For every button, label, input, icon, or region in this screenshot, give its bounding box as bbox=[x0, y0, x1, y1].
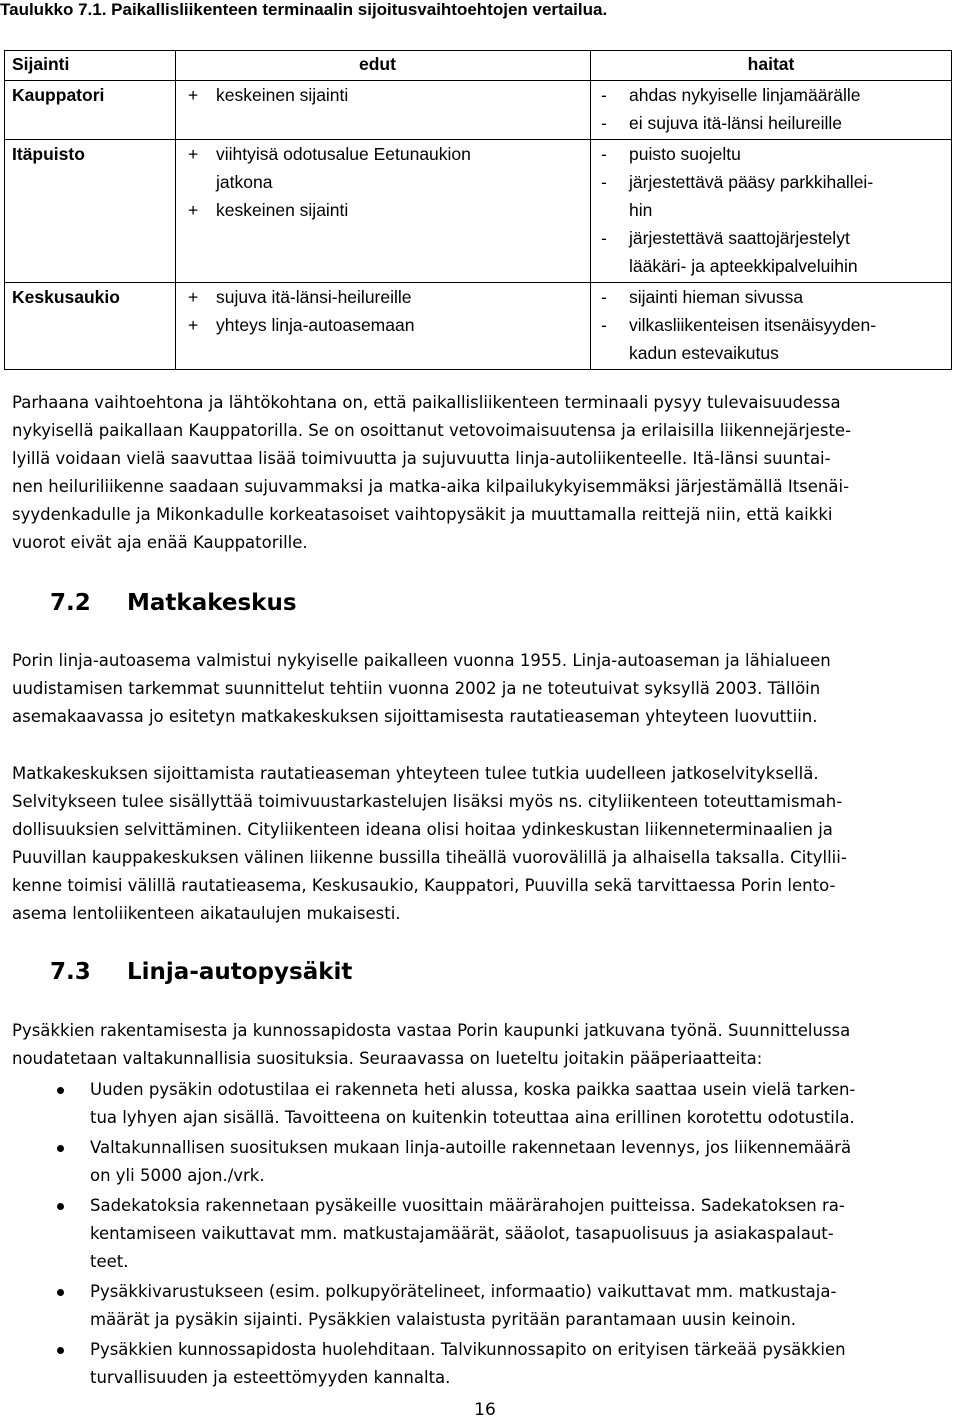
paragraph-travel-center bbox=[12, 760, 954, 928]
text-line: Puuvillan kauppakeskuksen välinen liikenne bussilla tiheällä vuorovälillä ja alhaisella taksalla. Cityllii- bbox=[12, 848, 847, 867]
text-line: asemakaavassa jo esitetyn matkakeskuksen sijoittamisesta rautatieaseman yhteyteen luovuttiin. bbox=[12, 707, 818, 726]
text-line: syydenkadulle ja Mikonkadulle korkeatasoiset vaihtopysäkit ja muuttamalla reittejä niin, että kaikki bbox=[12, 505, 833, 524]
table-caption: Taulukko 7.1. Paikallisliikenteen terminaalin sijoitusvaihtoehtojen vertailua. bbox=[0, 0, 608, 19]
cell-location: Keskusaukio bbox=[5, 283, 176, 370]
cell-advantages-item bbox=[176, 81, 590, 109]
list-item bbox=[12, 1336, 954, 1392]
comparison-table bbox=[4, 50, 952, 370]
section-title: Linja-autopysäkit bbox=[127, 959, 353, 985]
item-text: sujuva itä-länsi-heilureille bbox=[216, 287, 412, 307]
bullet-icon bbox=[57, 1347, 64, 1354]
item-text: lääkäri- ja apteekkipalveluihin bbox=[629, 256, 858, 276]
cell-advantages bbox=[176, 81, 591, 140]
section-heading-7-2 bbox=[50, 588, 297, 618]
text-line: teet. bbox=[90, 1252, 129, 1271]
table-row bbox=[5, 140, 952, 283]
item-text: vilkasliikenteisen itsenäisyyden- bbox=[629, 315, 877, 335]
table-row bbox=[5, 81, 952, 140]
text-line: Sadekatoksia rakennetaan pysäkeille vuosittain määrärahojen puitteissa. Sadekatoksen ra- bbox=[90, 1196, 845, 1215]
cell-disadvantages-item bbox=[591, 109, 951, 137]
bullet-icon bbox=[57, 1289, 64, 1296]
text-line: turvallisuuden ja esteettömyyden kannalta. bbox=[90, 1368, 451, 1387]
text-line: vuorot eivät aja enää Kauppatorille. bbox=[12, 533, 308, 552]
cell-disadvantages-item bbox=[591, 311, 951, 367]
item-text: sijainti hieman sivussa bbox=[629, 287, 804, 307]
dash-marker: - bbox=[601, 113, 607, 133]
dash-marker: - bbox=[601, 315, 607, 335]
text-line: Porin linja-autoasema valmistui nykyiselle paikalleen vuonna 1955. Linja-autoaseman ja lähialueen bbox=[12, 651, 831, 670]
header-location: Sijainti bbox=[5, 51, 176, 81]
bullet-list-principles bbox=[12, 1076, 954, 1394]
dash-marker: - bbox=[601, 144, 607, 164]
text-line: Valtakunnallisen suosituksen mukaan linja-autoille rakennetaan levennys, jos liikennemäärä bbox=[90, 1138, 852, 1157]
plus-marker: + bbox=[188, 315, 199, 335]
item-text: keskeinen sijainti bbox=[216, 85, 349, 105]
text-line: asema lentoliikenteen aikataulujen mukaisesti. bbox=[12, 904, 401, 923]
table-row bbox=[5, 283, 952, 370]
text-line: nen heiluriliikenne saadaan sujuvammaksi ja matka-aika kilpailukykyisemmäksi järjestämällä Itsenäi- bbox=[12, 477, 850, 496]
paragraph-terminal-conclusion bbox=[12, 389, 954, 557]
cell-location: Kauppatori bbox=[5, 81, 176, 140]
list-item bbox=[12, 1278, 954, 1334]
table-header-row bbox=[5, 51, 952, 81]
header-advantages: edut bbox=[176, 51, 591, 81]
text-line: Selvitykseen tulee sisällyttää toimivuustarkastelujen lisäksi myös ns. cityliikenteen toteuttamismah- bbox=[12, 792, 843, 811]
dash-marker: - bbox=[601, 85, 607, 105]
text-line: noudatetaan valtakunnallisia suosituksia. Seuraavassa on lueteltu joitakin pääperiaatteita: bbox=[12, 1049, 763, 1068]
text-line: uudistamisen tarkemmat suunnittelut tehtiin vuonna 2002 ja ne toteutuivat syksyllä 2003. Tällöin bbox=[12, 679, 821, 698]
cell-disadvantages-item bbox=[591, 283, 951, 311]
item-text: keskeinen sijainti bbox=[216, 200, 349, 220]
dash-marker: - bbox=[601, 228, 607, 248]
plus-marker: + bbox=[188, 85, 199, 105]
text-line: Matkakeskuksen sijoittamista rautatieaseman yhteyteen tulee tutkia uudelleen jatkoselvityksellä. bbox=[12, 764, 819, 783]
item-text: jatkona bbox=[216, 172, 273, 192]
header-disadvantages: haitat bbox=[591, 51, 952, 81]
item-text: puisto suojeltu bbox=[629, 144, 741, 164]
bullet-icon bbox=[57, 1203, 64, 1210]
text-line: on yli 5000 ajon./vrk. bbox=[90, 1166, 265, 1185]
bullet-icon bbox=[57, 1145, 64, 1152]
cell-location: Itäpuisto bbox=[5, 140, 176, 283]
text-line: Uuden pysäkin odotustilaa ei rakenneta heti alussa, koska paikka saattaa usein vielä tarken- bbox=[90, 1080, 856, 1099]
text-line: Pysäkkien kunnossapidosta huolehditaan. Talvikunnossapito on erityisen tärkeää pysäkkien bbox=[90, 1340, 846, 1359]
text-line: nykyisellä paikallaan Kauppatorilla. Se on osoittanut vetovoimaisuutensa ja erilaisilla liikennejärjeste- bbox=[12, 421, 852, 440]
item-text: ei sujuva itä-länsi heilureille bbox=[629, 113, 843, 133]
cell-disadvantages bbox=[591, 283, 952, 370]
text-line: määrät ja pysäkin sijainti. Pysäkkien valaistusta pyritään parantamaan uusin keinoin. bbox=[90, 1310, 797, 1329]
paragraph-bus-stops-intro bbox=[12, 1017, 954, 1073]
plus-marker: + bbox=[188, 144, 199, 164]
list-item bbox=[12, 1134, 954, 1190]
item-text: hin bbox=[629, 200, 653, 220]
text-line: Parhaana vaihtoehtona ja lähtökohtana on, että paikallisliikenteen terminaali pysyy tulevaisuudessa bbox=[12, 393, 841, 412]
cell-disadvantages-item bbox=[591, 224, 951, 280]
cell-disadvantages-item bbox=[591, 140, 951, 168]
text-line: dollisuuksien selvittäminen. Cityliikenteen ideana olisi hoitaa ydinkeskustan liikenneterminaalien ja bbox=[12, 820, 833, 839]
cell-advantages-item bbox=[176, 283, 590, 311]
cell-advantages-item bbox=[176, 196, 590, 224]
item-text: viihtyisä odotusalue Eetunaukion bbox=[216, 144, 471, 164]
section-number: 7.2 bbox=[50, 590, 91, 616]
text-line: Pysäkkien rakentamisesta ja kunnossapidosta vastaa Porin kaupunki jatkuvana työnä. Suunnittelussa bbox=[12, 1021, 851, 1040]
list-item bbox=[12, 1192, 954, 1276]
text-line: tua lyhyen ajan sisällä. Tavoitteena on kuitenkin toteuttaa aina erillinen korotettu odotustila. bbox=[90, 1108, 855, 1127]
dash-marker: - bbox=[601, 287, 607, 307]
item-text: yhteys linja-autoasemaan bbox=[216, 315, 415, 335]
text-line: kentamiseen vaikuttavat mm. matkustajamäärät, sääolot, tasapuolisuus ja asiakaspalaut- bbox=[90, 1224, 834, 1243]
text-line: lyillä voidaan vielä saavuttaa lisää toimivuutta ja sujuvuutta linja-autoliikenteelle. Itä-länsi suuntai- bbox=[12, 449, 831, 468]
cell-disadvantages bbox=[591, 81, 952, 140]
section-number: 7.3 bbox=[50, 959, 91, 985]
bullet-icon bbox=[57, 1087, 64, 1094]
cell-advantages bbox=[176, 283, 591, 370]
item-text: järjestettävä pääsy parkkihallei- bbox=[629, 172, 874, 192]
section-title: Matkakeskus bbox=[127, 590, 297, 616]
paragraph-bus-station-history bbox=[12, 647, 954, 731]
item-text: järjestettävä saattojärjestelyt bbox=[629, 228, 850, 248]
text-line: kenne toimisi välillä rautatieasema, Keskusaukio, Kauppatori, Puuvilla sekä tarvittaessa Porin lento- bbox=[12, 876, 836, 895]
cell-disadvantages bbox=[591, 140, 952, 283]
cell-advantages bbox=[176, 140, 591, 283]
plus-marker: + bbox=[188, 287, 199, 307]
cell-disadvantages-item bbox=[591, 81, 951, 109]
cell-disadvantages-item bbox=[591, 168, 951, 224]
section-heading-7-3 bbox=[50, 957, 352, 987]
list-item bbox=[12, 1076, 954, 1132]
plus-marker: + bbox=[188, 200, 199, 220]
text-line: Pysäkkivarustukseen (esim. polkupyörätelineet, informaatio) vaikuttavat mm. matkustaja- bbox=[90, 1282, 837, 1301]
cell-advantages-item bbox=[176, 140, 590, 196]
page-number: 16 bbox=[474, 1400, 496, 1420]
item-text: ahdas nykyiselle linjamäärälle bbox=[629, 85, 861, 105]
item-text: kadun estevaikutus bbox=[629, 343, 779, 363]
cell-advantages-item bbox=[176, 311, 590, 339]
dash-marker: - bbox=[601, 172, 607, 192]
